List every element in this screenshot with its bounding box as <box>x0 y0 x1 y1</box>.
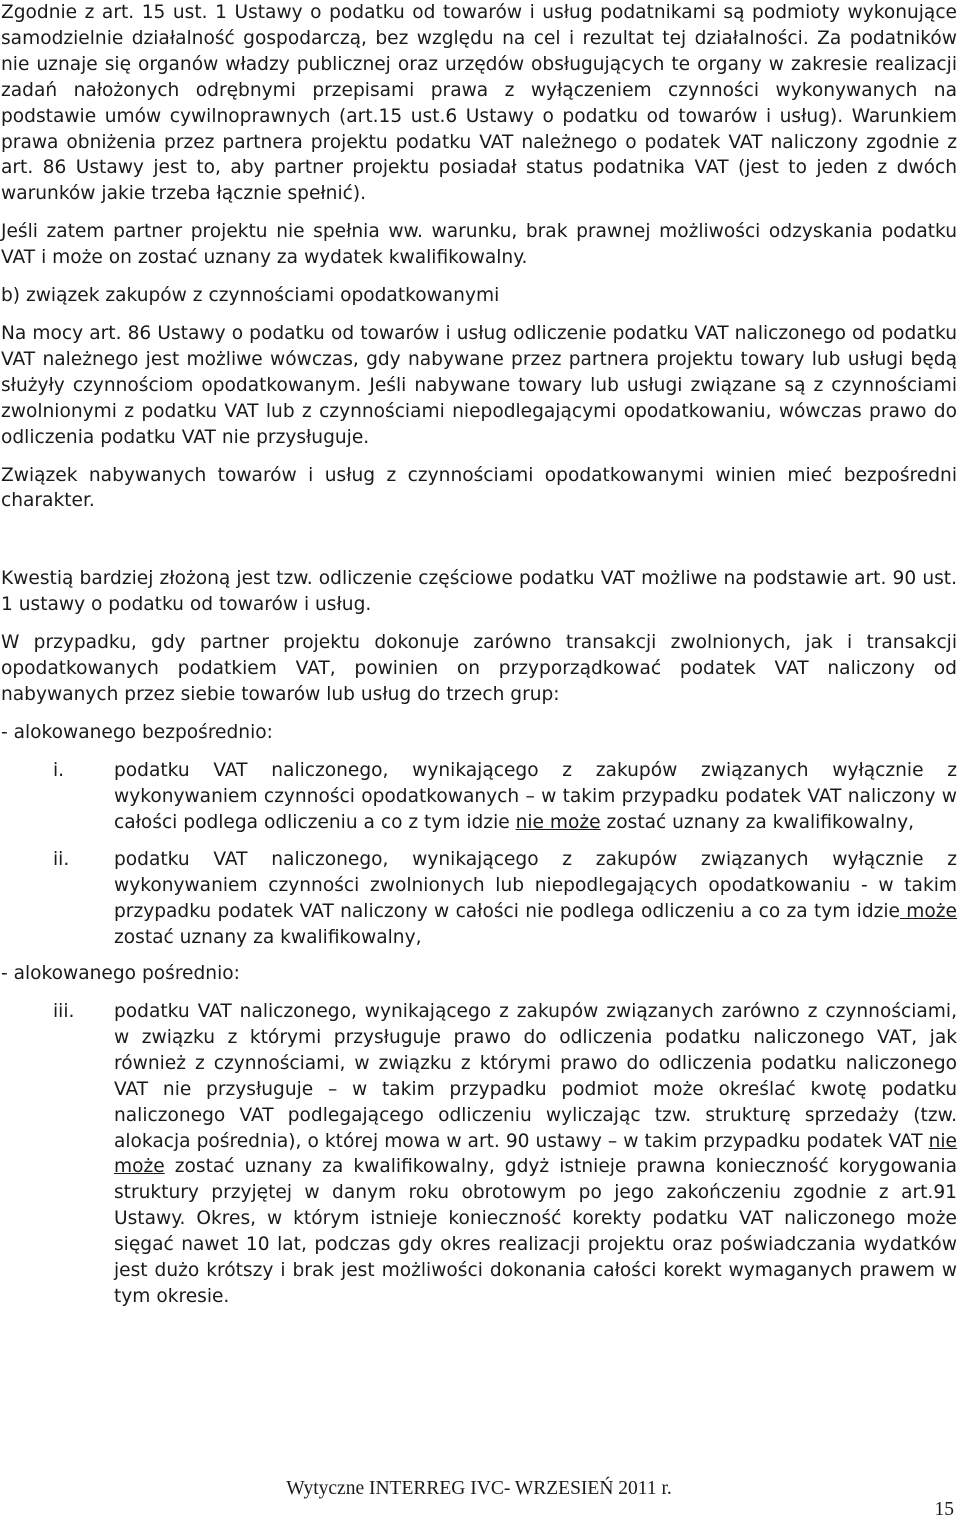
label-direct-allocation: - alokowanego bezpośrednio: <box>1 721 273 743</box>
list-text: zostać uznany za kwalifikowalny, <box>600 811 914 833</box>
page-number: 15 <box>934 1499 954 1520</box>
section-heading-b: b) związek zakupów z czynnościami opodatkowanymi <box>1 285 500 307</box>
paragraph-art-86: Na mocy art. 86 Ustawy o podatku od towarów i usług odliczenie podatku VAT naliczonego od podatku VAT należnego jest możliwe wówczas, gdy nabywane przez partnera projektu towary lub usługi będą służyły czynnościom opodatkowanym. Jeśli nabywane towary lub usługi związane są z czynnościami zwolnionymi z podatku VAT lub z czynnościami niepodlegającymi opodatkowaniu, wówczas prawo do odliczenia podatku VAT nie przysługuje. <box>1 322 957 448</box>
list-number: iii. <box>53 1001 75 1022</box>
list-item-ii <box>1 847 957 951</box>
paragraph-direct-relation: Związek nabywanych towarów i usług z czynnościami opodatkowanymi winien mieć bezpośredni charakter. <box>1 464 957 512</box>
underlined-text: nie może <box>515 811 601 833</box>
paragraph-partial-deduction: Kwestią bardziej złożoną jest tzw. odliczenie częściowe podatku VAT możliwe na podstawie art. 90 ust. 1 ustawy o podatku od towarów i usług. <box>1 568 957 616</box>
label-indirect-allocation: - alokowanego pośrednio: <box>1 963 240 985</box>
list-number: ii. <box>53 849 70 871</box>
page-footer: Wytyczne INTERREG IVC- WRZESIEŃ 2011 r. <box>286 1478 672 1499</box>
list-item-i <box>1 758 957 836</box>
paragraph-taxpayer-definition: Zgodnie z art. 15 ust. 1 Ustawy o podatku od towarów i usług podatnikami są podmioty wykonujące samodzielnie działalność gospodarczą, bez względu na cel i rezultat tej działalności. Za podatników nie uznaje się organów władzy publicznej oraz urzędów obsługujących te organy w zakresie realizacji zadań nałożonych odrębnymi przepisami prawa z wyłączeniem czynności wykonywanych na podstawie umów cywilnoprawnych (art.15 ust.6 Ustawy o podatku od towarów i usług). Warunkiem prawa obniżenia przez partnera projektu podatku VAT należnego o podatek VAT naliczony zgodnie z art. 86 Ustawy jest to, aby partner projektu posiadał status podatnika VAT (jest to jeden z dwóch warunków jakie trzeba łącznie spełnić). <box>1 2 957 205</box>
list-text: podatku VAT naliczonego, wynikającego z zakupów związanych wyłącznie z wykonywaniem czynności zwolnionych lub niepodlegających opodatkowaniu - w takim przypadku podatek VAT naliczony w całości nie podlega odliczeniu a co za tym idzie <box>114 849 957 923</box>
list-number: i. <box>53 759 65 781</box>
paragraph-three-groups: W przypadku, gdy partner projektu dokonuje zarówno transakcji zwolnionych, jak i transakcji opodatkowanych podatkiem VAT, powinien on przyporządkować podatek VAT naliczony od nabywanych przez siebie towarów lub usług do trzech grup: <box>1 632 957 705</box>
list-item-iii <box>1 999 957 1310</box>
underlined-text: nie może <box>114 1130 957 1178</box>
paragraph-no-status: Jeśli zatem partner projektu nie spełnia ww. warunku, brak prawnej możliwości odzyskania podatku VAT i może on zostać uznany za wydatek kwalifikowalny. <box>1 221 957 269</box>
list-text: zostać uznany za kwalifikowalny, <box>114 927 422 949</box>
underlined-text: może <box>900 901 957 923</box>
list-text: podatku VAT naliczonego, wynikającego z zakupów związanych zarówno z czynnościami, w związku z którymi przysługuje prawo do odliczenia podatku naliczonego VAT, jak również z czynnościami, w związku z którymi prawo do odliczenia podatku naliczonego VAT nie przysługuje – w takim przypadku podmiot może określać kwotę podatku naliczonego VAT podlegającego odliczeniu wyliczając tzw. strukturę sprzedaży (tzw. alokacja pośrednia), o której mowa w art. 90 ustawy – w takim przypadku podatek VAT <box>114 1001 957 1152</box>
document-body <box>1 0 957 1310</box>
list-text: podatku VAT naliczonego, wynikającego z zakupów związanych wyłącznie z wykonywaniem czynności opodatkowanych – w takim przypadku podatek VAT naliczony w całości podlega odliczeniu a co z tym idzie <box>114 759 957 833</box>
list-text: zostać uznany za kwalifikowalny, gdyż istnieje prawna konieczność korygowania struktury przyjętej w danym roku obrotowym po jego zakończeniu zgodnie z art.91 Ustawy. Okres, w którym istnieje konieczność korekty podatku VAT naliczonego może sięgać nawet 10 lat, podczas gdy okres realizacji projektu oraz poświadczania wydatków jest dużo krótszy i brak jest możliwości dokonania całości korekt wymaganych prawem w tym okresie. <box>114 1156 957 1307</box>
